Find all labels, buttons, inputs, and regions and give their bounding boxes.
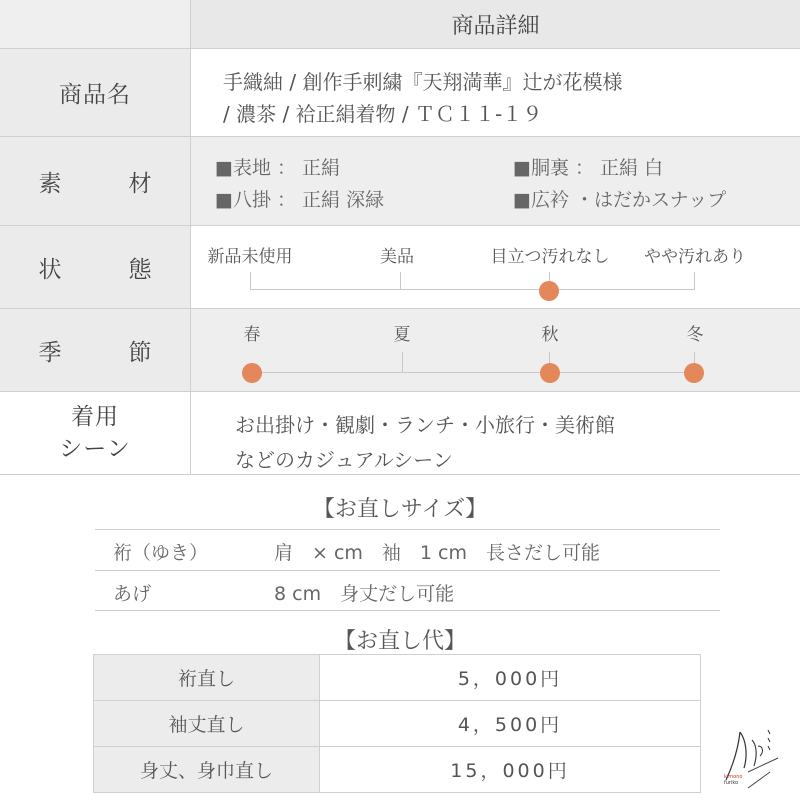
section-title: 商品詳細	[191, 0, 800, 48]
season-scale-line	[252, 372, 695, 373]
season-winter-marker	[684, 363, 704, 383]
size-row-label: あげ	[113, 583, 152, 605]
condition-tick	[250, 272, 251, 290]
material-hakake: ■八掛 ： 正絹 深緑	[215, 189, 385, 211]
size-row-value: 8 cm 身丈だし可能	[274, 583, 455, 605]
condition-tick	[400, 272, 401, 290]
condition-good: 美品	[380, 247, 414, 267]
condition-marker	[539, 281, 559, 301]
price-label: 袖丈直し	[94, 701, 320, 747]
condition-scale-line	[250, 289, 695, 290]
price-value: 5，000円	[320, 655, 701, 701]
material-label: 素 材	[0, 137, 190, 225]
divider	[0, 474, 800, 475]
product-name-line1: 手織紬 / 創作手刺繍『天翔満華』辻が花模様	[223, 70, 623, 94]
material-lining: ■胴裏 ： 正絹 白	[513, 157, 664, 179]
season-autumn-marker	[540, 363, 560, 383]
season-label: 季 節	[0, 309, 190, 391]
price-label: 身丈、身巾直し	[94, 747, 320, 793]
product-name-label: 商品名	[0, 49, 190, 136]
price-label: 裄直し	[94, 655, 320, 701]
table-row	[94, 747, 701, 793]
season-summer: 夏	[393, 325, 411, 345]
header-left-cell	[0, 0, 190, 48]
scene-line1: お出掛け・観劇・ランチ・小旅行・美術館	[235, 413, 615, 437]
condition-no-stains: 目立つ汚れなし	[490, 247, 610, 267]
price-value: 4，500円	[320, 701, 701, 747]
condition-label: 状 態	[0, 226, 190, 308]
column-divider	[190, 0, 191, 474]
svg-text:kimono: kimono	[724, 774, 743, 780]
divider	[95, 610, 720, 611]
price-value: 15，000円	[320, 747, 701, 793]
divider	[95, 529, 720, 530]
season-spring: 春	[243, 325, 261, 345]
table-row	[94, 655, 701, 701]
season-tick	[402, 352, 403, 372]
product-name-line2: / 濃茶 / 袷正絹着物 / ＴＣ１１-１９	[223, 102, 543, 126]
svg-text:furiko: furiko	[724, 780, 739, 786]
scene-line2: などのカジュアルシーン	[235, 448, 453, 472]
price-table	[93, 654, 701, 793]
size-row-value: 肩 × cm 袖 1 cm 長さだし可能	[274, 542, 600, 564]
size-row-label: 裄（ゆき）	[113, 542, 209, 564]
season-autumn: 秋	[541, 325, 559, 345]
alteration-cost-title: 【お直し代】	[333, 629, 466, 654]
condition-new: 新品未使用	[207, 247, 293, 267]
scene-label	[0, 392, 190, 474]
season-spring-marker	[242, 363, 262, 383]
season-winter: 冬	[686, 325, 704, 345]
material-outer: ■表地 ： 正絹	[215, 157, 341, 179]
material-collar: ■広衿 ・はだかスナップ	[513, 189, 727, 211]
scene-label-line1: 着用	[71, 404, 119, 430]
condition-tick	[694, 272, 695, 290]
table-row	[94, 701, 701, 747]
season-panel	[191, 309, 800, 391]
brand-logo	[718, 710, 788, 790]
divider	[95, 570, 720, 571]
condition-slight-stains: やや汚れあり	[644, 247, 746, 267]
alteration-size-title: 【お直しサイズ】	[312, 497, 488, 522]
scene-label-line2: シーン	[59, 436, 131, 462]
